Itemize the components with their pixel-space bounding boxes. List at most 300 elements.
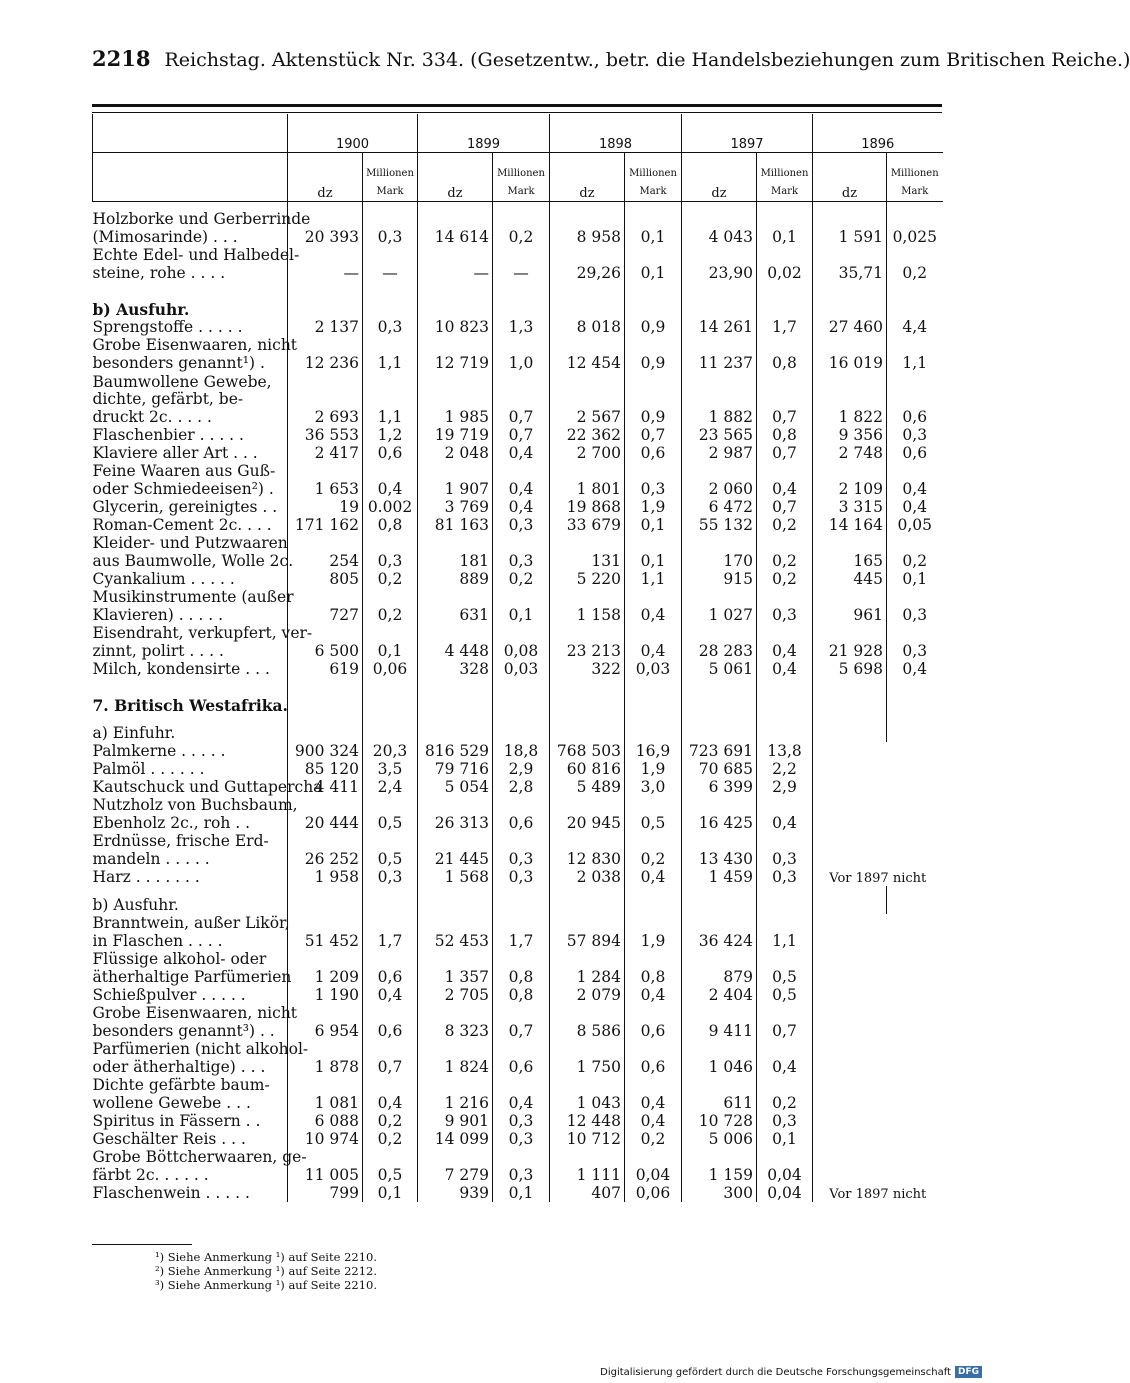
quantity-dz: 23 565 (682, 426, 757, 444)
year-header: 1896 (813, 114, 943, 153)
value-mio-mark: 0,2 (363, 588, 418, 624)
row-label-line: Musikinstrumente (außer (92, 588, 294, 606)
quantity-dz: 2 705 (418, 986, 493, 1004)
row-label-line: ätherhaltige Parfümerien (92, 967, 292, 986)
unit-mark: Mark (376, 186, 404, 197)
row-label-line: Cyankalium . . . . . (92, 569, 235, 588)
quantity-dz: 9 356 (813, 426, 887, 444)
row-label-line: b) Ausfuhr. (92, 299, 190, 319)
value-mio-mark: 0,04 (757, 1148, 813, 1184)
value-mio-mark: 0,1 (757, 210, 813, 246)
value-mio-mark: 13,8 (757, 742, 813, 760)
quantity-dz: 12 830 (550, 832, 625, 868)
quantity-dz: 1 043 (550, 1076, 625, 1112)
unit-millionen: Millionen (497, 168, 545, 179)
quantity-dz: 5 006 (682, 1130, 757, 1148)
quantity-dz: 12 454 (550, 336, 625, 372)
quantity-dz: 5 220 (550, 570, 625, 588)
value-mio-mark: 0,7 (757, 444, 813, 462)
value-mio-mark: 0,6 (363, 1004, 418, 1040)
quantity-dz: 8 018 (550, 318, 625, 336)
value-mio-mark: 3,0 (625, 778, 682, 796)
year-header: 1898 (550, 114, 682, 153)
vor-1897-text: Vor 1897 nicht (829, 1187, 927, 1202)
quantity-dz: 2 048 (418, 444, 493, 462)
value-mio-mark: 0,5 (363, 832, 418, 868)
row-label (92, 336, 298, 372)
value-mio-mark: 0,7 (493, 372, 550, 426)
value-mio-mark: 0,3 (363, 318, 418, 336)
empty-cell (550, 282, 625, 318)
value-mio-mark: 0,4 (887, 462, 943, 498)
value-mio-mark: 1,1 (757, 914, 813, 950)
table-row (93, 714, 943, 742)
quantity-dz: 4 043 (682, 210, 757, 246)
quantity-dz: 900 324 (288, 742, 363, 760)
quantity-dz: 28 283 (682, 624, 757, 660)
quantity-dz: 16 425 (682, 796, 757, 832)
table-row (93, 282, 943, 318)
value-mio-mark: 0,2 (887, 534, 943, 570)
row-label-line: dichte, gefärbt, be- (92, 390, 244, 408)
row-label-line: besonders genannt³) . . (92, 1021, 275, 1040)
quantity-dz: 70 685 (682, 760, 757, 778)
quantity-dz: 20 393 (288, 210, 363, 246)
quantity-dz: 29,26 (550, 246, 625, 282)
quantity-dz: 23,90 (682, 246, 757, 282)
value-mio-mark: 0,4 (493, 498, 550, 516)
empty-cell (550, 714, 625, 742)
empty-cell (887, 886, 943, 914)
quantity-dz: 254 (288, 534, 363, 570)
quantity-dz: 2 567 (550, 372, 625, 426)
unit-millionen: Millionen (760, 168, 809, 179)
row-label-line: Palmkerne . . . . . (92, 741, 226, 760)
value-mio-mark: 0,3 (363, 534, 418, 570)
empty-cell (625, 714, 682, 742)
spacer-cell (493, 202, 550, 211)
row-label-line: Nutzholz von Buchsbaum, (92, 796, 298, 814)
quantity-dz: 2 987 (682, 444, 757, 462)
quantity-dz: 85 120 (288, 760, 363, 778)
table-row (93, 336, 943, 372)
row-label-line: Milch, kondensirte . . . (92, 659, 270, 678)
quantity-dz: 14 261 (682, 318, 757, 336)
value-mio-mark: 0,4 (625, 868, 682, 886)
value-mio-mark: 0,08 (493, 624, 550, 660)
empty-cell (363, 886, 418, 914)
value-mio-mark: 1,1 (363, 336, 418, 372)
value-mio-mark: 0,3 (493, 1112, 550, 1130)
value-mio-mark: 0,2 (757, 570, 813, 588)
value-mio-mark: 0,8 (757, 336, 813, 372)
empty-cell (363, 714, 418, 742)
empty-cell (418, 678, 493, 714)
table-row (93, 246, 943, 282)
row-label (92, 534, 294, 570)
table-row (93, 914, 943, 950)
row-label (93, 570, 288, 588)
value-mio-mark: 0,8 (493, 986, 550, 1004)
vor-1897-text: Vor 1897 nicht (829, 871, 927, 886)
empty-cell (493, 678, 550, 714)
value-mio-mark: — (493, 246, 550, 282)
quantity-dz: 8 958 (550, 210, 625, 246)
value-mio-mark: 0,4 (363, 986, 418, 1004)
row-label-line: Harz . . . . . . . (92, 867, 200, 886)
row-label-line: Branntwein, außer Likör, (92, 914, 290, 932)
digitization-credit (600, 1366, 982, 1378)
spacer-cell (550, 202, 625, 211)
value-mio-mark: 1,7 (493, 914, 550, 950)
quantity-dz: 1 907 (418, 462, 493, 498)
value-mio-mark: 0,3 (887, 624, 943, 660)
quantity-dz: 6 954 (288, 1004, 363, 1040)
value-mio-mark: 0,4 (493, 1076, 550, 1112)
value-mio-mark: 0,4 (363, 1076, 418, 1112)
value-mio-mark: 1,1 (363, 372, 418, 426)
quantity-dz: 2 079 (550, 986, 625, 1004)
quantity-dz: 33 679 (550, 516, 625, 534)
unit-millionen: Millionen (629, 168, 677, 179)
row-label (93, 372, 288, 426)
value-mio-mark: 0,3 (757, 1112, 813, 1130)
empty-cell (887, 678, 943, 714)
quantity-dz: 20 444 (288, 796, 363, 832)
empty-cell (363, 282, 418, 318)
empty-cell (757, 678, 813, 714)
row-label (93, 986, 288, 1004)
quantity-dz: 171 162 (288, 516, 363, 534)
quantity-dz: 13 430 (682, 832, 757, 868)
row-label (93, 498, 288, 516)
row-label-line: Ebenholz 2c., roh . . (92, 813, 251, 832)
value-mio-mark: 0,7 (757, 372, 813, 426)
page-title: Reichstag. Aktenstück Nr. 334. (Gesetzentw., betr. die Handelsbeziehungen zum Britischen Reiche.) (164, 49, 1130, 71)
value-mio-mark: 0,6 (363, 444, 418, 462)
empty-cell (887, 714, 943, 742)
empty-cell (813, 282, 887, 318)
table-row (93, 534, 943, 570)
unit-mark: Mark (770, 186, 799, 197)
quantity-dz: 2 137 (288, 318, 363, 336)
quantity-dz: 10 974 (288, 1130, 363, 1148)
value-mio-mark: 0,1 (625, 516, 682, 534)
value-mio-mark: 1,7 (363, 914, 418, 950)
row-label (92, 777, 323, 796)
row-label-line: wollene Gewebe . . . (92, 1093, 251, 1112)
value-mio-mark: 0,1 (493, 1184, 550, 1202)
quantity-dz: 5 698 (813, 660, 887, 678)
empty-cell (418, 714, 493, 742)
quantity-dz: 131 (550, 534, 625, 570)
value-mio-mark: 0,7 (757, 1004, 813, 1040)
value-mio-mark: 1,2 (363, 426, 418, 444)
row-label-line: Schießpulver . . . . . (92, 985, 246, 1004)
spacer-cell (682, 202, 757, 211)
spacer-cell (813, 202, 887, 211)
row-label (93, 760, 288, 778)
quantity-dz: 57 894 (550, 914, 625, 950)
row-label (92, 210, 311, 246)
empty-cell (682, 886, 757, 914)
quantity-dz: 1 591 (813, 210, 887, 246)
quantity-dz: 21 928 (813, 624, 887, 660)
quantity-dz: 768 503 (550, 742, 625, 760)
spacer-cell (288, 202, 363, 211)
row-label-line: oder ätherhaltige) . . . (92, 1057, 266, 1076)
row-label-line: Parfümerien (nicht alkohol- (92, 1040, 309, 1058)
row-label (93, 318, 288, 336)
quantity-dz: 1 824 (418, 1040, 493, 1076)
value-mio-mark: 2,4 (363, 778, 418, 796)
spacer-cell (625, 202, 682, 211)
unit-dz: dz (550, 153, 625, 202)
value-mio-mark: 0,025 (887, 210, 943, 246)
value-mio-mark: 0,3 (757, 588, 813, 624)
quantity-dz: 60 816 (550, 760, 625, 778)
row-label-line: Klaviere aller Art . . . (92, 443, 258, 462)
table-row (93, 444, 943, 462)
table-row (93, 372, 943, 426)
empty-cell (288, 282, 363, 318)
quantity-dz: 55 132 (682, 516, 757, 534)
corner-cell (93, 114, 288, 153)
footnote-rule (92, 1244, 192, 1245)
row-label (92, 1004, 298, 1040)
quantity-dz: 14 164 (813, 516, 887, 534)
value-mio-mark: 3,5 (363, 760, 418, 778)
row-label (93, 516, 288, 534)
value-mio-mark: 1,3 (493, 318, 550, 336)
empty-cell (550, 678, 625, 714)
table-row (93, 886, 943, 914)
quantity-dz: 9 901 (418, 1112, 493, 1130)
quantity-dz: 2 693 (288, 372, 363, 426)
value-mio-mark: 0,3 (493, 832, 550, 868)
quantity-dz: 51 452 (288, 914, 363, 950)
quantity-dz: 27 460 (813, 318, 887, 336)
quantity-dz: 3 769 (418, 498, 493, 516)
row-label-line: a) Einfuhr. (92, 723, 176, 742)
value-mio-mark: 0,4 (625, 1112, 682, 1130)
empty-cell (288, 678, 363, 714)
quantity-dz: 816 529 (418, 742, 493, 760)
row-label-line: Dichte gefärbte baum- (92, 1076, 270, 1094)
quantity-dz: 36 553 (288, 426, 363, 444)
value-mio-mark: 2,2 (757, 760, 813, 778)
quantity-dz: 8 323 (418, 1004, 493, 1040)
unit-millionen-mark (887, 153, 943, 202)
quantity-dz: 36 424 (682, 914, 757, 950)
value-mio-mark: 0,5 (363, 796, 418, 832)
value-mio-mark: 0,4 (757, 796, 813, 832)
value-mio-mark: 1,1 (887, 336, 943, 372)
value-mio-mark: 0,1 (887, 570, 943, 588)
value-mio-mark: 0,3 (363, 210, 418, 246)
value-mio-mark: 18,8 (493, 742, 550, 760)
value-mio-mark: 0,8 (625, 950, 682, 986)
value-mio-mark: 0.002 (363, 498, 418, 516)
unit-mark: Mark (507, 186, 535, 197)
row-label (93, 426, 288, 444)
value-mio-mark: 0,8 (757, 426, 813, 444)
quantity-dz: 10 823 (418, 318, 493, 336)
value-mio-mark: 0,2 (493, 210, 550, 246)
empty-cell (625, 886, 682, 914)
row-label-line: aus Baumwolle, Wolle 2c. (92, 551, 294, 570)
value-mio-mark: 0,4 (757, 1040, 813, 1076)
quantity-dz: 889 (418, 570, 493, 588)
credit-text: Digitalisierung gefördert durch die Deutsche Forschungsgemeinschaft (600, 1366, 951, 1378)
value-mio-mark: 0,2 (757, 516, 813, 534)
row-label-line: (Mimosarinde) . . . (92, 227, 238, 246)
row-label (92, 588, 294, 624)
value-mio-mark: 2,8 (493, 778, 550, 796)
value-mio-mark: 0,6 (625, 1004, 682, 1040)
value-mio-mark: 0,1 (625, 246, 682, 282)
quantity-dz: 1 653 (288, 462, 363, 498)
value-mio-mark: 0,2 (757, 1076, 813, 1112)
quantity-dz: 1 081 (288, 1076, 363, 1112)
quantity-dz: 1 209 (288, 950, 363, 986)
value-mio-mark: 1,9 (625, 498, 682, 516)
row-label (93, 1112, 288, 1130)
value-mio-mark: 1,9 (625, 914, 682, 950)
quantity-dz: 1 216 (418, 1076, 493, 1112)
unit-millionen: Millionen (366, 168, 414, 179)
empty-cell (418, 886, 493, 914)
quantity-dz: 16 019 (813, 336, 887, 372)
empty-cell (813, 886, 887, 914)
table-row (93, 498, 943, 516)
value-mio-mark: 0,2 (363, 1130, 418, 1148)
value-mio-mark: 0,3 (493, 868, 550, 886)
value-mio-mark: 0,3 (493, 534, 550, 570)
value-mio-mark: 0,6 (363, 950, 418, 986)
value-mio-mark: 0,6 (887, 372, 943, 426)
page-header (92, 46, 1130, 71)
row-label (92, 246, 300, 282)
value-mio-mark: 4,4 (887, 318, 943, 336)
row-label-line: Kautschuck und Guttapercha (92, 777, 323, 796)
value-mio-mark: 0,4 (625, 1076, 682, 1112)
empty-cell (493, 282, 550, 318)
quantity-dz: 619 (288, 660, 363, 678)
value-mio-mark: 0,5 (363, 1148, 418, 1184)
quantity-dz: 1 284 (550, 950, 625, 986)
table-row (93, 570, 943, 588)
row-label (93, 1076, 288, 1112)
row-label-line: Grobe Böttcherwaaren, ge- (92, 1148, 307, 1166)
table-row (93, 742, 943, 760)
quantity-dz: 1 878 (288, 1040, 363, 1076)
row-label-line: Grobe Eisenwaaren, nicht (92, 336, 298, 354)
quantity-dz: 1 111 (550, 1148, 625, 1184)
row-label-line: färbt 2c. . . . . . (92, 1165, 209, 1184)
row-label (93, 1184, 288, 1202)
value-mio-mark: 0,7 (363, 1040, 418, 1076)
quantity-dz: 300 (682, 1184, 757, 1202)
row-label (93, 714, 288, 742)
empty-cell (493, 714, 550, 742)
value-mio-mark: 0,03 (625, 660, 682, 678)
table-row (93, 678, 943, 714)
value-mio-mark: 0,6 (625, 444, 682, 462)
unit-dz: dz (813, 153, 887, 202)
value-mio-mark: 0,2 (625, 1130, 682, 1148)
row-label (93, 660, 288, 678)
empty-cell (887, 282, 943, 318)
quantity-dz: 1 190 (288, 986, 363, 1004)
table-row (93, 462, 943, 498)
quantity-dz: 79 716 (418, 760, 493, 778)
value-mio-mark: 0,4 (625, 986, 682, 1004)
quantity-dz: 19 868 (550, 498, 625, 516)
quantity-dz: 915 (682, 570, 757, 588)
quantity-dz: 19 719 (418, 426, 493, 444)
empty-cell (418, 282, 493, 318)
value-mio-mark: 0,1 (493, 588, 550, 624)
quantity-dz: 181 (418, 534, 493, 570)
year-header: 1900 (288, 114, 418, 153)
empty-cell (813, 678, 887, 714)
row-label-line: Flaschenwein . . . . . (92, 1183, 250, 1202)
quantity-dz: 1 882 (682, 372, 757, 426)
value-mio-mark: 0,4 (625, 588, 682, 624)
value-mio-mark: 0,3 (625, 462, 682, 498)
spacer-cell (363, 202, 418, 211)
header-rule (92, 104, 942, 107)
row-label (93, 282, 288, 318)
quantity-dz: 26 252 (288, 832, 363, 868)
quantity-dz: 2 038 (550, 868, 625, 886)
quantity-dz: 6 399 (682, 778, 757, 796)
table-row (93, 516, 943, 534)
quantity-dz: 12 236 (288, 336, 363, 372)
quantity-dz: 1 159 (682, 1148, 757, 1184)
row-label (93, 832, 288, 868)
quantity-dz: 14 614 (418, 210, 493, 246)
quantity-dz: 10 712 (550, 1130, 625, 1148)
quantity-dz: 723 691 (682, 742, 757, 760)
value-mio-mark: 2,9 (757, 778, 813, 796)
quantity-dz: 8 586 (550, 1004, 625, 1040)
quantity-dz: 3 315 (813, 498, 887, 516)
row-label (93, 742, 288, 760)
table-row (93, 624, 943, 660)
value-mio-mark: 1,0 (493, 336, 550, 372)
row-label (92, 624, 313, 660)
quantity-dz: 2 748 (813, 444, 887, 462)
row-label-line: oder Schmiedeeisen²) . (92, 479, 274, 498)
unit-millionen-mark (757, 153, 813, 202)
quantity-dz: 1 459 (682, 868, 757, 886)
row-label (93, 462, 288, 498)
value-mio-mark: 0,4 (887, 660, 943, 678)
value-mio-mark: — (363, 246, 418, 282)
row-label-line: Klavieren) . . . . . (92, 605, 224, 624)
value-mio-mark: 0,4 (757, 624, 813, 660)
quantity-dz: 22 362 (550, 426, 625, 444)
value-mio-mark: 0,7 (493, 426, 550, 444)
row-label-line: Eisendraht, verkupfert, ver- (92, 624, 313, 642)
value-mio-mark: 0,9 (625, 372, 682, 426)
quantity-dz: 5 061 (682, 660, 757, 678)
quantity-dz: 23 213 (550, 624, 625, 660)
value-mio-mark: 0,4 (363, 462, 418, 498)
value-mio-mark: 0,3 (363, 868, 418, 886)
